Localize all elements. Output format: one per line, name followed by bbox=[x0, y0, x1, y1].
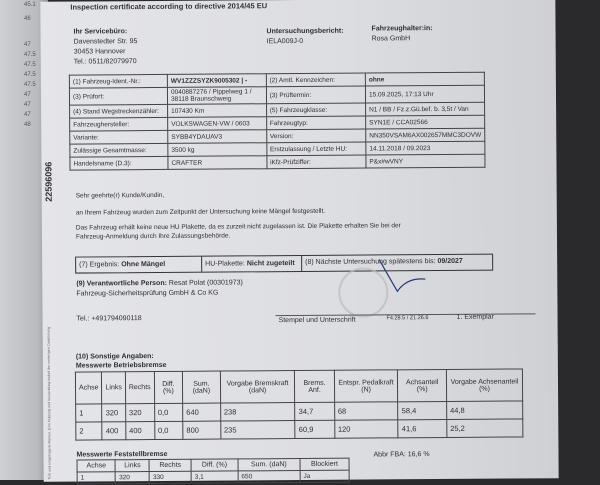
document-title: Inspection certificate according to directive 2014/45 EU bbox=[70, 1, 268, 12]
table-cell: 3,1 bbox=[191, 471, 238, 483]
margin-number: 47 bbox=[24, 112, 31, 118]
table-cell: 400 bbox=[102, 422, 125, 440]
table-cell: 68 bbox=[334, 402, 398, 420]
table-cell: 0,0 bbox=[154, 403, 183, 421]
margin-number: 48 bbox=[24, 122, 31, 128]
service-street: Davenstedter Str. 95 bbox=[73, 38, 138, 46]
field-label: (5) Fahrzeugklasse: bbox=[266, 103, 365, 117]
other-heading: (10) Sonstige Angaben: bbox=[75, 353, 154, 361]
field-label: (2) Amtl. Kennzeichen: bbox=[266, 73, 365, 87]
company-name: Fahrzeug-Sicherheitsprüfung GmbH & Co KG bbox=[76, 289, 219, 298]
signature bbox=[377, 257, 437, 297]
column-header: Rechts bbox=[149, 459, 191, 471]
paragraph-plakette-2: Fahrzeug-Anmeldung durch Ihre Zulassungsbehörde. bbox=[75, 232, 231, 241]
field-value: N1 / BB / Fz.z.Gü.bef. b. 3,5t / Van bbox=[366, 102, 485, 116]
person-name: Resat Polat (00301973) bbox=[168, 279, 243, 287]
field-value: 107430 Km bbox=[168, 104, 267, 118]
person-tel: Tel.: +491794090118 bbox=[76, 315, 142, 323]
field-value: CRAFTER bbox=[168, 156, 267, 170]
column-header: Achsanteil (%) bbox=[398, 369, 447, 401]
paragraph-defects: an Ihrem Fahrzeug wurden zum Zeitpunkt der Untersuchung keine Mängel festgestellt. bbox=[75, 207, 326, 217]
column-header: Rechts bbox=[125, 372, 154, 404]
column-header: Vorgabe Achsenanteil (%) bbox=[446, 369, 522, 402]
plakette-label: HU-Plakette: bbox=[205, 260, 245, 268]
margin-number: 45.1 bbox=[24, 2, 36, 8]
column-header: Entspr. Pedalkraft (N) bbox=[334, 370, 398, 402]
form-code: F4.28.5 / Z1.26.6 bbox=[386, 315, 429, 322]
field-label: Erstzulassung / Letzte HU: bbox=[266, 142, 365, 156]
table-cell: 0,0 bbox=[154, 421, 183, 439]
column-header: Sum. (daN) bbox=[238, 459, 300, 471]
field-value: WV1ZZZSYZK9005302 | - bbox=[167, 74, 266, 88]
field-value: 0040887276 / Pippelweg 1 / 38118 Braunschweig bbox=[167, 87, 266, 105]
result-label: (7) Ergebnis: bbox=[79, 261, 120, 269]
field-label: Variante: bbox=[70, 130, 168, 144]
field-label: Fahrzeughersteller: bbox=[70, 117, 168, 131]
table-cell: 650 bbox=[238, 471, 300, 483]
fba-note: Abbr FBA: 16,6 % bbox=[373, 451, 430, 459]
column-header: Links bbox=[115, 460, 149, 472]
parking-brake-heading: Messwerte Feststellbremse bbox=[76, 450, 168, 459]
column-header: Diff. (%) bbox=[191, 459, 238, 471]
plakette-value: Nicht zugeteilt bbox=[246, 260, 295, 268]
service-heading: Ihr Servicebüro: bbox=[73, 28, 128, 36]
column-header: Links bbox=[102, 372, 126, 404]
table-cell: 320 bbox=[102, 404, 125, 422]
column-header: Diff. (%) bbox=[154, 371, 183, 403]
table-cell: 640 bbox=[183, 403, 221, 421]
report-heading: Untersuchungsbericht: bbox=[266, 27, 344, 36]
column-header: Achse bbox=[77, 460, 115, 472]
side-note: TÜV und eingetragene Marken. Eine Nutzung und Verwendung bedarf der vorherigen Zustimmung bbox=[46, 327, 52, 480]
table-cell: 41,6 bbox=[398, 419, 447, 437]
margin-number: 46 bbox=[24, 16, 31, 22]
margin-number: 47 bbox=[24, 102, 31, 108]
margin-number: 47.5 bbox=[24, 72, 36, 78]
field-value: SYN1E / CCA02566 bbox=[366, 115, 485, 129]
field-label: Fahrzeugtyp: bbox=[266, 116, 365, 130]
table-cell: 44,8 bbox=[447, 401, 523, 420]
margin-number: 47 bbox=[24, 42, 31, 48]
greeting: Sehr geehrte(r) Kunde/Kundin, bbox=[75, 191, 165, 200]
holder-heading: Fahrzeughalter:in: bbox=[371, 25, 433, 33]
margin-number: 47.5 bbox=[24, 52, 36, 58]
field-label: (4) Stand Wegstreckenzähler: bbox=[70, 104, 168, 118]
column-header: Sum. (daN) bbox=[183, 371, 221, 403]
field-label: (3) Prüfort: bbox=[69, 87, 167, 105]
table-cell: 120 bbox=[334, 420, 398, 438]
service-brake-heading: Messwerte Betriebsbremse bbox=[75, 361, 167, 370]
inspection-certificate bbox=[40, 0, 558, 482]
table-cell: 25,2 bbox=[447, 419, 523, 438]
field-value: 3500 kg bbox=[168, 143, 267, 157]
field-label: Zulässige Gesamtmasse: bbox=[70, 143, 168, 157]
table-cell: 60,9 bbox=[295, 420, 334, 438]
service-brake-table bbox=[75, 368, 523, 440]
signature-label: Stempel und Unterschrift bbox=[278, 316, 356, 325]
field-value: SYBB4YDAUAV3 bbox=[168, 130, 267, 144]
header-row bbox=[75, 369, 522, 404]
table-row bbox=[76, 419, 523, 440]
margin-number: 47.5 bbox=[24, 82, 36, 88]
field-value: P&x#wVNY bbox=[366, 154, 485, 168]
vehicle-row bbox=[70, 154, 485, 170]
parking-brake-table bbox=[77, 458, 350, 485]
person-label: (9) Verantwortliche Person: bbox=[76, 279, 167, 288]
margin-number: 47.5 bbox=[24, 62, 36, 68]
field-label: iKfz-Prüfziffer: bbox=[267, 155, 366, 169]
table-cell: Ja bbox=[300, 470, 349, 482]
field-value: 15.09.2025, 17:13 Uhr bbox=[365, 85, 484, 103]
table-cell: 2 bbox=[76, 422, 103, 440]
report-number: IELA009J-0 bbox=[266, 37, 304, 46]
table-cell: 320 bbox=[125, 404, 154, 422]
table-cell: 320 bbox=[116, 472, 150, 484]
next-inspection-value: 09/2027 bbox=[437, 257, 463, 266]
service-tel: Tel.: 0511/82079970 bbox=[73, 58, 137, 66]
field-label: Handelsname (D.3): bbox=[70, 156, 168, 170]
table-cell: 238 bbox=[220, 403, 295, 422]
column-header: Blockiert bbox=[300, 458, 349, 470]
field-value: 14.11.2018 / 09.2023 bbox=[366, 141, 485, 155]
table-row bbox=[77, 470, 349, 484]
table-cell: 800 bbox=[183, 421, 221, 439]
vehicle-table bbox=[69, 72, 486, 171]
table-cell: 58,4 bbox=[398, 401, 447, 419]
result-value: Ohne Mängel bbox=[121, 260, 166, 269]
column-header: Brems. Anf. bbox=[295, 370, 334, 402]
table-cell: 235 bbox=[220, 421, 295, 440]
table-cell: 34,7 bbox=[295, 402, 334, 420]
field-value: VOLKSWAGEN-VW / 0603 bbox=[168, 117, 267, 131]
field-label: (3) Prüftermin: bbox=[266, 86, 365, 104]
field-label: Version: bbox=[266, 129, 365, 143]
column-header: Vorgabe Bremskraft (daN) bbox=[220, 371, 295, 404]
column-header: Achse bbox=[75, 372, 102, 404]
next-inspection-label: (8) Nächste Untersuchung spätestens bis: bbox=[305, 258, 436, 266]
holder-name: Rosa GmbH bbox=[371, 35, 411, 43]
paragraph-plakette: Das Fahrzeug erhält keine neue HU Plakette, da es zurzeit nicht zugelassen ist. Die Plakette erhalten Sie bei der bbox=[75, 222, 401, 232]
margin-number: 47 bbox=[24, 92, 31, 98]
table-cell: 1 bbox=[77, 472, 115, 484]
table-cell: 1 bbox=[76, 404, 103, 422]
field-value: ohne bbox=[365, 72, 484, 86]
service-city: 30453 Hannover bbox=[73, 48, 126, 56]
table-cell: 330 bbox=[149, 471, 191, 483]
table-cell: 400 bbox=[126, 422, 155, 440]
field-value: NN350VSAM6AX002657MMC3DOVW bbox=[366, 128, 485, 142]
field-label: (1) Fahrzeug-Ident.-Nr.: bbox=[69, 74, 167, 88]
document-number: 22596096 bbox=[43, 161, 54, 202]
copy-label: 1. Exemplar bbox=[456, 313, 494, 321]
